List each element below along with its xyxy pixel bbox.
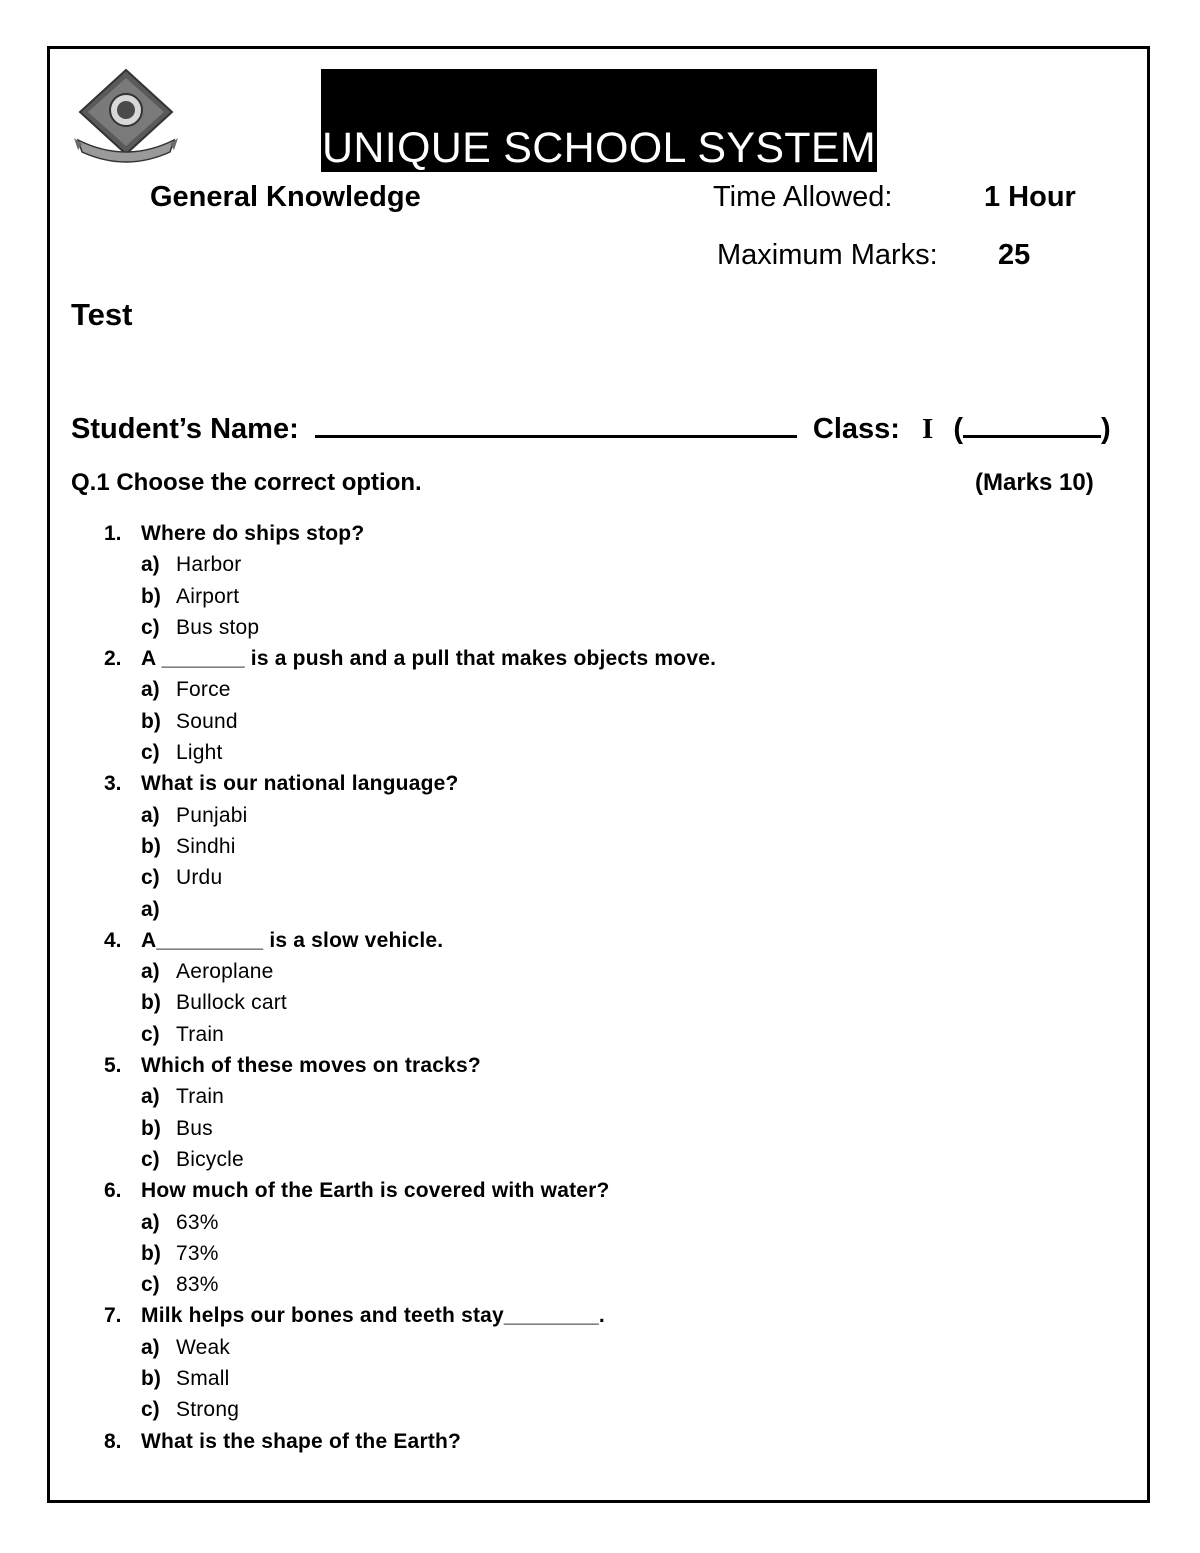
section-close-paren: ) <box>1101 413 1111 445</box>
answer-option[interactable] <box>104 1269 1104 1300</box>
question-number: 4. <box>104 928 122 952</box>
question-item <box>104 1426 1104 1457</box>
question-number: 8. <box>104 1429 122 1453</box>
option-letter: c) <box>141 741 160 765</box>
answer-option[interactable] <box>104 1113 1104 1144</box>
school-logo <box>72 68 180 164</box>
option-text: Bus stop <box>176 615 260 639</box>
answer-option[interactable] <box>104 612 1104 643</box>
class-value: I <box>921 413 934 445</box>
option-letter: b) <box>141 991 161 1015</box>
option-letter: b) <box>141 584 161 608</box>
answer-option[interactable] <box>104 1207 1104 1238</box>
question-text: A_________ is a slow vehicle. <box>141 928 444 952</box>
answer-option[interactable] <box>104 706 1104 737</box>
question-number: 2. <box>104 647 122 671</box>
question-text: How much of the Earth is covered with water? <box>141 1179 610 1203</box>
option-letter: b) <box>141 1367 161 1391</box>
option-text: Weak <box>176 1335 231 1359</box>
section-open-paren: ( <box>953 413 964 445</box>
option-letter: c) <box>141 1398 160 1422</box>
option-letter: b) <box>141 1241 161 1265</box>
section-marks: (Marks 10) <box>975 469 1094 496</box>
school-name-banner <box>321 69 877 172</box>
answer-option[interactable] <box>104 1081 1104 1112</box>
question-text: What is the shape of the Earth? <box>141 1429 462 1453</box>
option-letter: a) <box>141 897 160 921</box>
question-text: Which of these moves on tracks? <box>141 1054 481 1078</box>
option-letter: c) <box>141 866 160 890</box>
student-name-blank[interactable] <box>315 407 797 438</box>
option-text: Light <box>176 741 223 765</box>
question-item <box>104 1050 1104 1081</box>
question-number: 6. <box>104 1179 122 1203</box>
option-text: 73% <box>176 1241 219 1265</box>
answer-option[interactable] <box>104 1332 1104 1363</box>
option-text: Harbor <box>176 553 242 577</box>
answer-option[interactable] <box>104 737 1104 768</box>
question-text: Milk helps our bones and teeth stay________. <box>141 1304 605 1328</box>
answer-option[interactable] <box>104 549 1104 580</box>
question-item <box>104 1300 1104 1331</box>
class-label: Class: <box>812 413 900 445</box>
answer-option[interactable] <box>104 1238 1104 1269</box>
answer-option[interactable] <box>104 1394 1104 1425</box>
option-letter: b) <box>141 1116 161 1140</box>
question-number: 3. <box>104 772 122 796</box>
option-letter: a) <box>141 803 160 827</box>
time-allowed-value: 1 Hour <box>984 181 1076 213</box>
max-marks-label: Maximum Marks: <box>717 239 938 271</box>
option-text: Aeroplane <box>176 960 274 984</box>
question-item <box>104 925 1104 956</box>
option-letter: a) <box>141 1335 160 1359</box>
option-letter: b) <box>141 709 161 733</box>
option-text: 63% <box>176 1210 219 1234</box>
option-text: Strong <box>176 1398 240 1422</box>
question-item <box>104 643 1104 674</box>
option-text: Train <box>176 1085 225 1109</box>
answer-option[interactable] <box>104 987 1104 1018</box>
question-number: 1. <box>104 522 122 545</box>
option-text: Bullock cart <box>176 991 287 1015</box>
answer-option[interactable] <box>104 674 1104 705</box>
max-marks-value: 25 <box>998 239 1031 271</box>
time-allowed-label: Time Allowed: <box>713 181 893 213</box>
option-text: 83% <box>176 1273 219 1297</box>
option-text: Force <box>176 678 231 702</box>
answer-option[interactable] <box>104 581 1104 612</box>
question-item <box>104 768 1104 799</box>
answer-option[interactable] <box>104 894 1104 925</box>
answer-option[interactable] <box>104 800 1104 831</box>
question-item <box>104 1175 1104 1206</box>
test-title: Test <box>71 297 133 332</box>
option-letter: b) <box>141 834 161 858</box>
question-item <box>104 518 1104 549</box>
question-text: Where do ships stop? <box>141 522 365 545</box>
question-list <box>104 518 1104 1457</box>
question-text: What is our national language? <box>141 772 459 796</box>
option-letter: a) <box>141 1085 160 1109</box>
answer-option[interactable] <box>104 831 1104 862</box>
answer-option[interactable] <box>104 1144 1104 1175</box>
answer-option[interactable] <box>104 862 1104 893</box>
section-blank[interactable] <box>963 407 1101 438</box>
option-text: Punjabi <box>176 803 248 827</box>
option-text: Urdu <box>176 866 223 890</box>
student-info-row <box>71 407 1111 446</box>
subject-title: General Knowledge <box>150 181 421 213</box>
answer-option[interactable] <box>104 1019 1104 1050</box>
option-letter: c) <box>141 1022 160 1046</box>
answer-option[interactable] <box>104 956 1104 987</box>
question-text: A _______ is a push and a pull that makes objects move. <box>141 647 717 671</box>
question-number: 7. <box>104 1304 122 1328</box>
option-letter: c) <box>141 1273 160 1297</box>
option-letter: c) <box>141 1147 160 1171</box>
question-number: 5. <box>104 1054 122 1078</box>
option-letter: a) <box>141 553 160 577</box>
option-text: Sindhi <box>176 834 236 858</box>
option-letter: a) <box>141 960 160 984</box>
option-letter: c) <box>141 615 160 639</box>
option-text: Small <box>176 1367 230 1391</box>
option-text: Airport <box>176 584 240 608</box>
answer-option[interactable] <box>104 1363 1104 1394</box>
option-letter: a) <box>141 678 160 702</box>
option-text: Train <box>176 1022 225 1046</box>
section-heading: Q.1 Choose the correct option. <box>71 469 422 496</box>
student-name-label: Student’s Name: <box>71 413 299 445</box>
option-text: Bus <box>176 1116 213 1140</box>
school-name: UNIQUE SCHOOL SYSTEM <box>322 124 876 172</box>
option-letter: a) <box>141 1210 160 1234</box>
option-text: Sound <box>176 709 238 733</box>
option-text: Bicycle <box>176 1147 244 1171</box>
